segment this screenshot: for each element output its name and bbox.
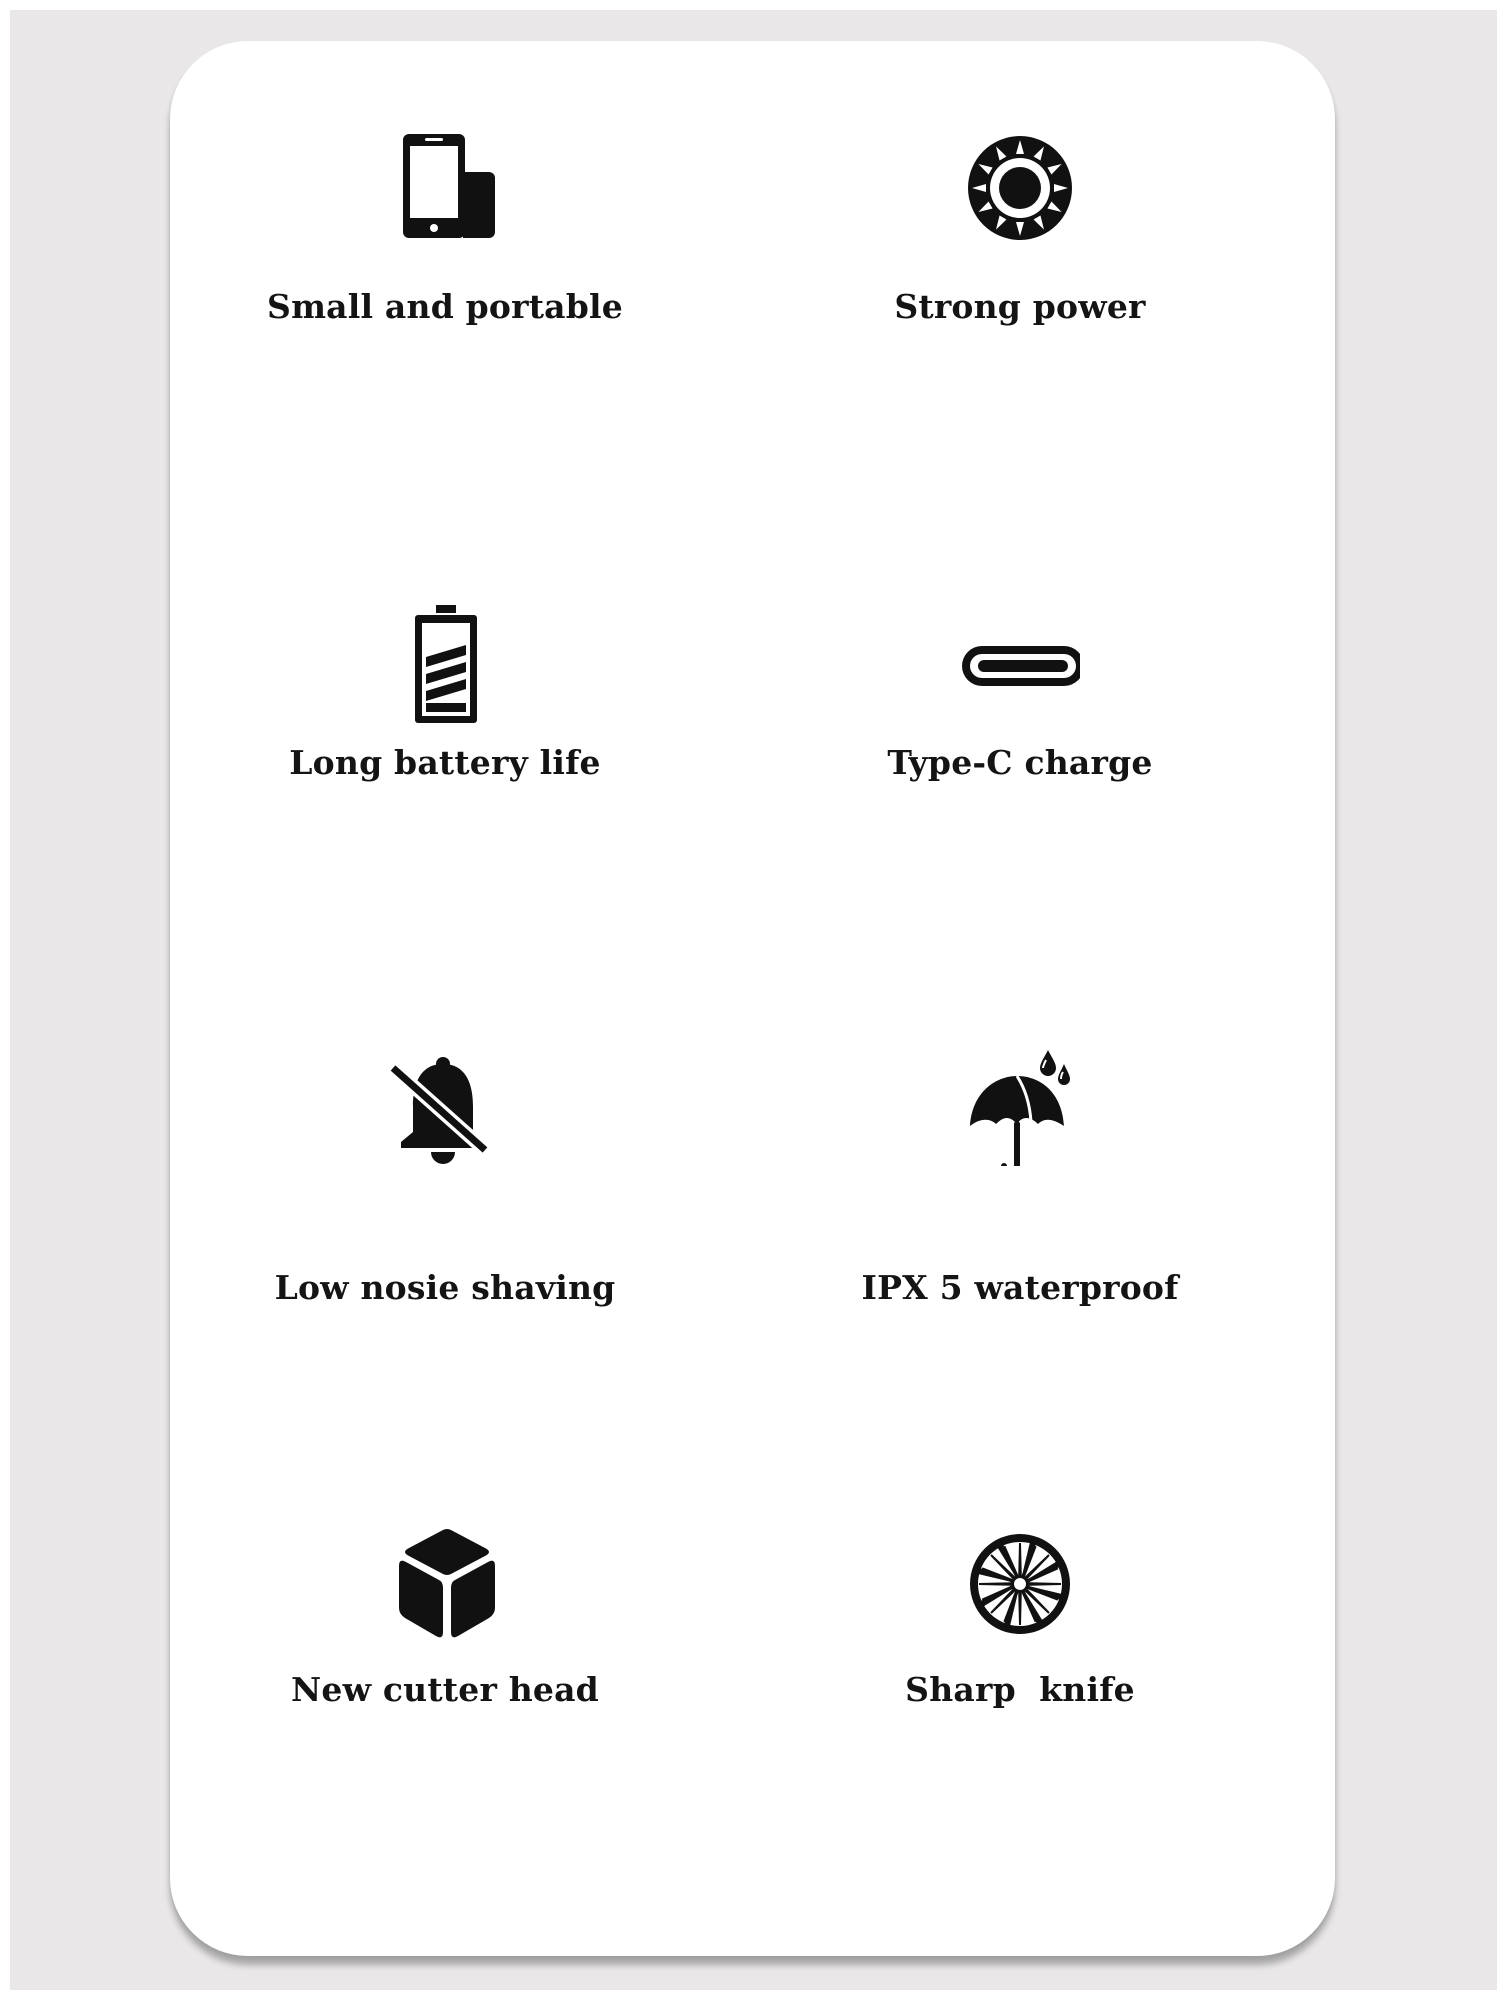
feature-cutter-head — [185, 1524, 705, 1814]
feature-label: Low nosie shaving — [274, 1268, 616, 1307]
feature-strong-power — [760, 124, 1280, 414]
cube-icon — [385, 1524, 505, 1644]
motor-ring-icon — [960, 124, 1080, 244]
feature-label: Long battery life — [289, 743, 601, 782]
feature-small-portable — [185, 124, 705, 414]
feature-waterproof — [760, 1046, 1280, 1336]
feature-label: New cutter head — [291, 1670, 599, 1709]
battery-icon — [385, 603, 505, 723]
feature-type-c — [760, 603, 1280, 893]
features-card — [170, 41, 1335, 1956]
feature-long-battery — [185, 603, 705, 893]
feature-label: Strong power — [894, 287, 1146, 326]
umbrella-rain-icon — [960, 1046, 1080, 1166]
feature-label: Sharp knife — [905, 1670, 1135, 1709]
feature-label: Type-C charge — [887, 743, 1153, 782]
feature-label: IPX 5 waterproof — [861, 1268, 1179, 1307]
bell-off-icon — [385, 1046, 505, 1166]
type-c-port-icon — [960, 603, 1080, 723]
feature-label: Small and portable — [267, 287, 623, 326]
phone-tablet-icon — [385, 124, 505, 244]
blade-burst-icon — [960, 1524, 1080, 1644]
feature-sharp-knife — [760, 1524, 1280, 1814]
feature-low-noise — [185, 1046, 705, 1336]
